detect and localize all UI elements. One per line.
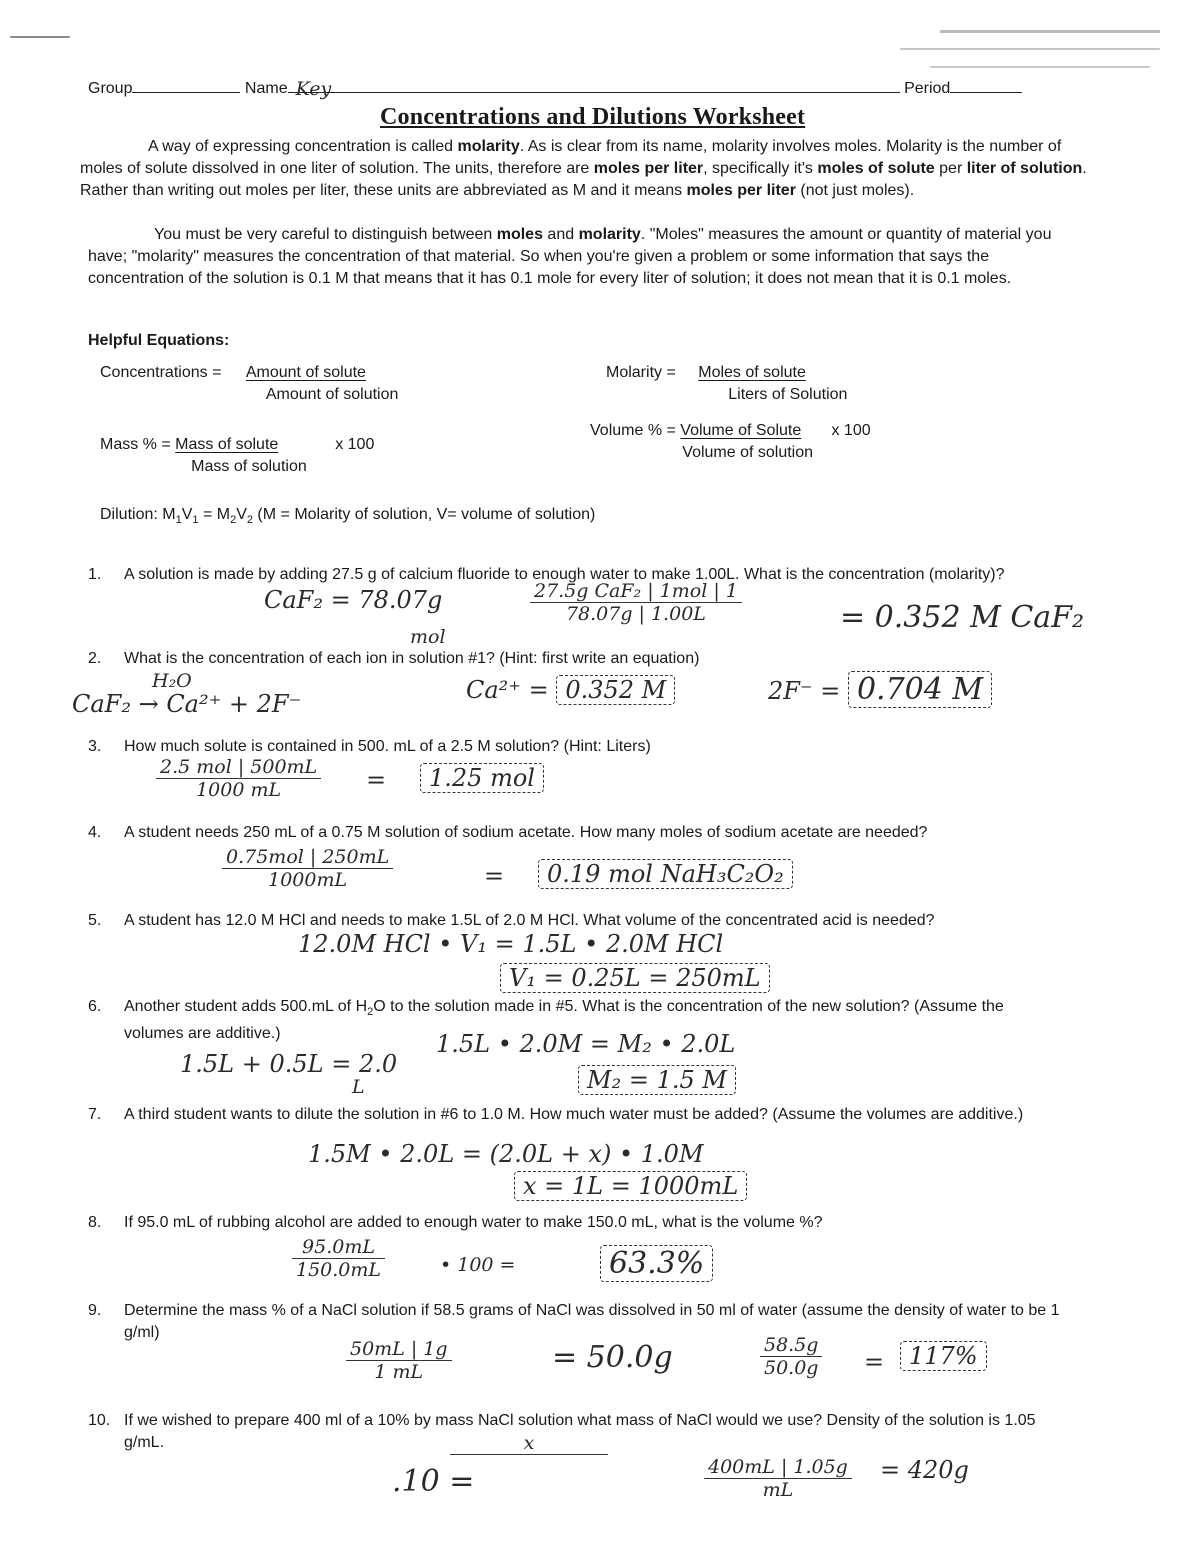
q2-dissociation-equation: CaF₂ → Ca²⁺ + 2F⁻ (72, 690, 302, 718)
intro-paragraph-2: You must be very careful to distinguish between moles and molarity. "Moles" measures the amount or quantity of material you have; "molarity" measures the concentration of that material. So when you're given a problem or some information that says the concentration of the solution is 0.1 M that means that it has 0.1 mole for every liter of solution; it does not mean that it is 0.1 moles. (88, 226, 1052, 287)
q6-dilution-setup: 1.5L • 2.0M = M₂ • 2.0L (436, 1030, 736, 1058)
q1-conversion: 27.5g CaF₂ | 1mol | 1 78.07g | 1.00L (530, 580, 742, 625)
question-3: 3. How much solute is contained in 500. mL of a 2.5 M solution? (Hint: Liters) (88, 738, 651, 755)
name-value: Key (295, 78, 332, 100)
group-field (132, 92, 240, 93)
question-5: 5. A student has 12.0 M HCl and needs to make 1.5L of 2.0 M HCl. What volume of the concentrated acid is needed? (88, 912, 935, 929)
question-10: 10. If we wished to prepare 400 ml of a 10% by mass NaCl solution what mass of NaCl would we use? Density of the solution is 1.05 g/mL. (88, 1412, 1036, 1451)
q3-answer: 1.25 mol (420, 764, 544, 792)
q9-mass-fraction: $\frac{58.5g}{50.0g}$ (760, 1334, 822, 1379)
q1-mol: mol (410, 626, 446, 648)
q4-conversion: 0.75mol | 250mL 1000mL (222, 846, 393, 891)
q4-answer: 0.19 mol NaH₃C₂O₂ (538, 860, 793, 888)
period-field (950, 92, 1022, 93)
q5-dilution-setup: 12.0M HCl • V₁ = 1.5L • 2.0M HCl (298, 930, 724, 958)
scan-noise (900, 48, 1160, 50)
volume-percent-equation: Volume % = Volume of Solute Volume of solution x 100 (590, 422, 871, 461)
header-row (88, 78, 1048, 100)
question-2: 2. What is the concentration of each ion in solution #1? (Hint: first write an equation) (88, 650, 700, 667)
question-4: 4. A student needs 250 mL of a 0.75 M solution of sodium acetate. How many moles of sodium acetate are needed? (88, 824, 928, 841)
scan-noise (940, 30, 1160, 33)
q8-answer: 63.3% (600, 1246, 713, 1281)
scan-noise (10, 36, 70, 38)
question-1: 1. A solution is made by adding 27.5 g of calcium fluoride to enough water to make 1.00L. What is the concentration (molarity)? (88, 566, 1005, 583)
intro-paragraph-1: A way of expressing concentration is called molarity. As is clear from its name, molarity involves moles. Molarity is the number of moles of solute dissolved in one liter of solution. The units, therefore are moles per liter, specifically it's moles of solute per liter of solution. Rather than writing out moles per liter, these units are abbreviated as M and it means moles per liter (not just moles). (80, 138, 1087, 199)
q1-answer: = 0.352 M CaF₂ (840, 600, 1085, 635)
q10-percent: .10 = (392, 1464, 475, 1499)
q4-equals: = (484, 862, 505, 890)
q3-conversion: 2.5 mol | 500mL 1000 mL (156, 756, 321, 801)
group-label: Group (88, 80, 133, 97)
q6-total-volume: 1.5L + 0.5L = 2.0 (180, 1050, 398, 1078)
equations-heading: Helpful Equations: (88, 332, 230, 349)
q9-water-mass-result: = 50.0g (552, 1340, 673, 1375)
q10-fraction: x (450, 1432, 608, 1477)
q9-answer: 117% (900, 1342, 987, 1370)
q2-ca-ion: Ca²⁺ = 0.352 M (466, 676, 675, 704)
q9-equals: = (864, 1348, 885, 1376)
q1-formula-mass: CaF₂ = 78.07g (264, 586, 443, 614)
page-title: Concentrations and Dilutions Worksheet (380, 104, 806, 130)
period-label: Period (904, 80, 951, 97)
q7-answer: x = 1L = 1000mL (514, 1172, 747, 1200)
q8-fraction: $\frac{95.0mL}{150.0mL}$ (292, 1236, 385, 1281)
question-8: 8. If 95.0 mL of rubbing alcohol are added to enough water to make 150.0 mL, what is the volume %? (88, 1214, 823, 1231)
q6-volume-unit: L (352, 1076, 365, 1098)
name-label: Name (244, 80, 288, 97)
question-7: 7. A third student wants to dilute the solution in #6 to 1.0 M. How much water must be added? (Assume the volumes are additive.) (88, 1106, 1024, 1123)
q2-water-label: H₂O (152, 670, 192, 692)
molarity-equation: Molarity = Moles of solute Liters of Solution (606, 364, 848, 403)
mass-percent-equation: Mass % = Mass of solute Mass of solution x 100 (100, 436, 375, 475)
concentration-equation: Concentrations = Amount of solute Amount of solution (100, 364, 399, 403)
q6-answer: M₂ = 1.5 M (578, 1066, 736, 1094)
q10-solution-mass-result: = 420g (880, 1456, 969, 1484)
q10-solution-mass: $\frac{400mL | 1.05g}{mL}$ (704, 1456, 852, 1501)
scan-noise (930, 66, 1150, 68)
q7-setup: 1.5M • 2.0L = (2.0L + x) • 1.0M (308, 1140, 704, 1168)
q3-equals: = (366, 766, 387, 794)
question-9: 9. Determine the mass % of a NaCl solution if 58.5 grams of NaCl was dissolved in 50 ml of water (assume the density of water to be 1 g/ml) (88, 1302, 1060, 1341)
q9-water-mass: $\frac{50mL | 1g}{1 mL}$ (346, 1338, 452, 1383)
question-6: 6. Another student adds 500.mL of $H_2O$ to the solution made in #5. What is the concentration of the new solution? (Assume the volumes are additive.) (88, 998, 1004, 1043)
dilution-equation: Dilution: $M_1V_1 = M_2V_2$ (M = Molarity of solution, V= volume of solution) (100, 506, 596, 527)
name-field (288, 78, 900, 100)
q2-f-ion: 2F⁻ = 0.704 M (768, 672, 992, 707)
q8-multiplier: • 100 = (440, 1254, 516, 1276)
q5-answer: V₁ = 0.25L = 250mL (500, 964, 770, 992)
